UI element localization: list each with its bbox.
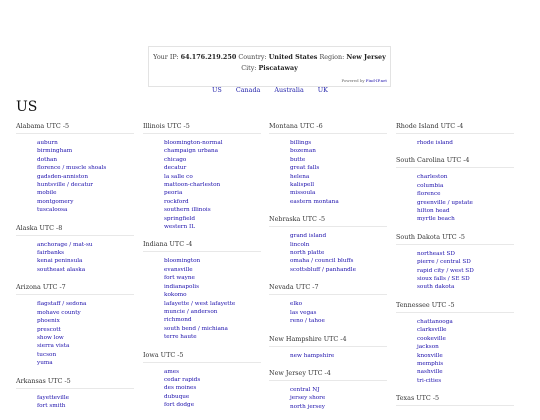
state-heading: Montana UTC -6 (269, 122, 387, 134)
city-link[interactable]: fairbanks (37, 250, 65, 257)
state-block-south-carolina (396, 156, 520, 223)
region-label: Region: (319, 53, 345, 61)
list-item (37, 241, 140, 249)
city-link[interactable]: chicago (164, 156, 187, 163)
list-item (417, 173, 520, 181)
state-block-texas (396, 394, 520, 406)
city-list (269, 352, 393, 360)
city-label: City: (241, 64, 257, 72)
city-link[interactable]: mobile (37, 190, 57, 197)
city-link[interactable]: ames (164, 368, 180, 375)
city-link[interactable]: sioux falls / SE SD (417, 276, 470, 283)
city-list (143, 368, 267, 410)
list-item (290, 257, 393, 265)
state-column-3 (269, 122, 393, 420)
city-list (396, 318, 520, 385)
city-link[interactable]: nashville (417, 369, 443, 376)
list-item (290, 181, 393, 189)
list-item (290, 394, 393, 402)
state-block-alabama (16, 122, 140, 215)
list-item (164, 266, 267, 274)
list-item (164, 156, 267, 164)
state-heading: South Dakota UTC -5 (396, 233, 514, 245)
city-link[interactable]: northeast SD (417, 250, 455, 257)
list-item (290, 403, 393, 411)
city-link[interactable]: tuscaloosa (37, 207, 68, 214)
list-item (164, 189, 267, 197)
state-column-1 (16, 122, 140, 419)
state-heading: Nebraska UTC -5 (269, 215, 387, 227)
list-item (37, 257, 140, 265)
city-link[interactable]: mohave county (37, 309, 81, 316)
city-link[interactable]: butte (290, 156, 306, 163)
city-link[interactable]: hilton head (417, 208, 450, 215)
city-link[interactable]: missoula (290, 190, 316, 197)
list-item (37, 206, 140, 214)
list-item (164, 308, 267, 316)
list-item (37, 198, 140, 206)
list-item (290, 300, 393, 308)
list-item (37, 173, 140, 181)
state-block-new-hampshire (269, 335, 393, 360)
list-item (417, 139, 520, 147)
list-item (37, 156, 140, 164)
list-item (417, 190, 520, 198)
city-link[interactable]: bloomington (164, 258, 201, 265)
city-link[interactable]: tucson (37, 351, 57, 358)
city-link[interactable]: flagstaff / sedona (37, 301, 87, 308)
list-item (417, 318, 520, 326)
list-item (417, 326, 520, 334)
country-link-canada[interactable]: Canada (235, 86, 261, 94)
state-column-2 (143, 122, 267, 419)
country-link-australia[interactable]: Australia (274, 86, 304, 94)
city-link[interactable]: columbia (417, 182, 444, 189)
city-link[interactable]: mattoon-charleston (164, 182, 221, 189)
city-link[interactable]: yuma (37, 360, 53, 367)
city-link[interactable]: pierre / central SD (417, 259, 471, 266)
list-item (417, 258, 520, 266)
city-link[interactable]: indianapolis (164, 283, 200, 290)
list-item (290, 352, 393, 360)
city-list (16, 394, 140, 411)
ip-info-line (149, 53, 390, 61)
city-link[interactable]: north platte (290, 250, 325, 257)
list-item (290, 164, 393, 172)
state-heading: Alaska UTC -8 (16, 224, 134, 236)
list-item (164, 283, 267, 291)
state-heading: Rhode Island UTC -4 (396, 122, 514, 134)
city-link[interactable]: eastern montana (290, 198, 339, 205)
city-link[interactable]: tri-cities (417, 377, 442, 384)
list-item (290, 309, 393, 317)
list-item (164, 291, 267, 299)
powered-by-link[interactable]: Find-IP.net (365, 78, 387, 83)
list-item (37, 394, 140, 402)
city-link[interactable]: great falls (290, 165, 320, 172)
list-item (164, 274, 267, 282)
list-item (164, 139, 267, 147)
city-link[interactable]: rockford (164, 198, 189, 205)
city-link[interactable]: fort smith (37, 402, 66, 409)
list-item (164, 181, 267, 189)
state-heading: Arkansas UTC -5 (16, 377, 134, 389)
list-item (37, 139, 140, 147)
list-item (164, 215, 267, 223)
state-heading: South Carolina UTC -4 (396, 156, 514, 168)
state-block-iowa (143, 351, 267, 410)
list-item (417, 207, 520, 215)
powered-by (342, 78, 388, 83)
city-link[interactable]: terre haute (164, 334, 197, 341)
state-heading: New Jersey UTC -4 (269, 369, 387, 381)
city-link[interactable]: kalispell (290, 182, 315, 189)
list-item (417, 377, 520, 385)
country-value: United States (268, 53, 318, 61)
list-item (417, 335, 520, 343)
state-heading: Iowa UTC -5 (143, 351, 261, 363)
state-block-rhode-island (396, 122, 520, 147)
city-link[interactable]: sierra vista (37, 343, 70, 350)
city-list (269, 232, 393, 274)
city-list (396, 250, 520, 292)
city-link[interactable]: rhode island (417, 140, 453, 146)
city-link[interactable]: peoria (164, 190, 183, 197)
state-block-nebraska (269, 215, 393, 274)
list-item (290, 317, 393, 325)
state-block-indiana (143, 240, 267, 341)
city-link[interactable]: lafayette / west lafayette (164, 300, 236, 307)
state-block-arizona (16, 283, 140, 367)
list-item (164, 325, 267, 333)
city-list (269, 139, 393, 206)
city-link[interactable]: bozeman (290, 148, 316, 155)
city-link[interactable]: florence (417, 191, 441, 198)
city-list (143, 257, 267, 341)
city-link[interactable]: florence / muscle shoals (37, 165, 107, 172)
city-link[interactable]: evansville (164, 266, 193, 273)
city-link[interactable]: helena (290, 173, 310, 180)
list-item (37, 359, 140, 367)
state-block-arkansas (16, 377, 140, 411)
city-link[interactable]: show low (37, 334, 64, 341)
city-link[interactable]: new hampshire (290, 352, 335, 359)
city-link[interactable]: bloomington-normal (164, 140, 223, 146)
city-link[interactable]: birmingham (37, 148, 73, 155)
city-link[interactable]: scottsbluff / panhandle (290, 266, 356, 273)
city-link[interactable]: central NJ (290, 386, 320, 393)
list-item (164, 257, 267, 265)
city-link[interactable]: charleston (417, 174, 448, 181)
list-item (164, 147, 267, 155)
list-item (290, 189, 393, 197)
city-link[interactable]: anchorage / mat-su (37, 241, 93, 248)
city-link[interactable]: fayetteville (37, 394, 70, 401)
list-item (37, 189, 140, 197)
list-item (164, 401, 267, 409)
country-link-us[interactable]: US (212, 86, 222, 94)
state-block-illinois (143, 122, 267, 231)
city-link[interactable]: auburn (37, 140, 58, 146)
city-link[interactable]: huntsville / decatur (37, 182, 94, 189)
list-item (290, 249, 393, 257)
list-item (290, 173, 393, 181)
state-heading: Nevada UTC -7 (269, 283, 387, 295)
city-link[interactable]: kokomo (164, 292, 187, 299)
city-link[interactable]: clarksville (417, 327, 447, 334)
list-item (417, 360, 520, 368)
region-value: New Jersey (346, 53, 386, 61)
list-item (290, 266, 393, 274)
city-link[interactable]: phoenix (37, 318, 60, 325)
city-link[interactable]: prescott (37, 326, 61, 333)
list-item (290, 156, 393, 164)
list-item (164, 198, 267, 206)
powered-prefix: Powered by (341, 78, 365, 83)
state-block-tennessee (396, 301, 520, 385)
country-label: Country: (238, 53, 267, 61)
city-link[interactable]: fort wayne (164, 275, 195, 282)
list-item (164, 316, 267, 324)
list-item (37, 309, 140, 317)
list-item (290, 139, 393, 147)
city-link[interactable]: rapid city / west SD (417, 267, 474, 274)
city-list (396, 139, 520, 147)
city-link[interactable]: cedar rapids (164, 376, 201, 383)
city-link[interactable]: gadsden-anniston (37, 173, 89, 180)
city-link[interactable]: myrtle beach (417, 216, 455, 223)
list-item (417, 275, 520, 283)
city-link[interactable]: southern illinois (164, 207, 211, 214)
city-link[interactable]: richmond (164, 317, 192, 324)
list-item (290, 241, 393, 249)
city-link[interactable]: billings (290, 140, 312, 146)
list-item (37, 326, 140, 334)
city-link[interactable]: greenville / upstate (417, 199, 473, 206)
country-link-uk[interactable]: UK (317, 86, 328, 94)
city-list (396, 173, 520, 223)
city-line (149, 64, 390, 72)
list-item (164, 384, 267, 392)
list-item (164, 376, 267, 384)
city-link[interactable]: dothan (37, 156, 58, 163)
city-link[interactable]: cookeville (417, 335, 446, 342)
city-link[interactable]: north jersey (290, 403, 325, 410)
city-link[interactable]: southeast alaska (37, 266, 86, 273)
list-item (290, 147, 393, 155)
city-list (16, 241, 140, 275)
city-list (16, 139, 140, 215)
ip-info-box (148, 46, 391, 87)
city-link[interactable]: kenai peninsula (37, 258, 83, 265)
list-item (164, 393, 267, 401)
country-nav (0, 86, 540, 94)
ip-label: Your IP: (153, 53, 179, 61)
city-link[interactable]: la salle co (164, 173, 193, 180)
list-item (164, 206, 267, 214)
city-list (16, 300, 140, 367)
state-block-nevada (269, 283, 393, 325)
ip-value: 64.176.219.250 (180, 53, 237, 61)
city-link[interactable]: muncie / anderson (164, 308, 218, 315)
city-value: Piscataway (258, 64, 298, 72)
city-link[interactable]: des moines (164, 385, 197, 392)
city-link[interactable]: south bend / michiana (164, 325, 228, 332)
list-item (37, 402, 140, 410)
list-item (37, 181, 140, 189)
state-heading: Texas UTC -5 (396, 394, 514, 406)
list-item (37, 300, 140, 308)
city-link[interactable]: jersey shore (290, 395, 326, 402)
list-item (37, 351, 140, 359)
list-item (37, 342, 140, 350)
list-item (417, 250, 520, 258)
list-item (417, 267, 520, 275)
city-link[interactable]: grand island (290, 233, 327, 240)
city-link[interactable]: springfield (164, 215, 196, 222)
city-link[interactable]: knoxville (417, 352, 443, 359)
state-heading: New Hampshire UTC -4 (269, 335, 387, 347)
city-link[interactable]: western IL (164, 224, 196, 231)
list-item (164, 223, 267, 231)
city-link[interactable]: south dakota (417, 284, 455, 291)
list-item (37, 147, 140, 155)
list-item (164, 164, 267, 172)
state-column-4 (396, 122, 520, 415)
list-item (417, 199, 520, 207)
city-link[interactable]: decatur (164, 165, 187, 172)
city-link[interactable]: memphis (417, 360, 444, 367)
list-item (290, 198, 393, 206)
list-item (37, 164, 140, 172)
city-link[interactable]: omaha / council bluffs (290, 258, 354, 265)
list-item (417, 352, 520, 360)
city-link[interactable]: lincoln (290, 241, 310, 248)
list-item (290, 232, 393, 240)
list-item (37, 317, 140, 325)
city-link[interactable]: reno / tahoe (290, 318, 325, 325)
list-item (37, 266, 140, 274)
list-item (37, 334, 140, 342)
state-heading: Illinois UTC -5 (143, 122, 261, 134)
state-heading: Tennessee UTC -5 (396, 301, 514, 313)
city-link[interactable]: las vegas (290, 309, 317, 316)
list-item (164, 300, 267, 308)
list-item (290, 386, 393, 394)
list-item (417, 343, 520, 351)
list-item (164, 368, 267, 376)
state-heading: Arizona UTC -7 (16, 283, 134, 295)
state-block-south-dakota (396, 233, 520, 292)
state-heading: Indiana UTC -4 (143, 240, 261, 252)
city-link[interactable]: chattanooga (417, 318, 453, 325)
list-item (164, 333, 267, 341)
list-item (164, 173, 267, 181)
list-item (417, 368, 520, 376)
city-link[interactable]: jackson (417, 344, 439, 351)
city-link[interactable]: elko (290, 301, 303, 308)
list-item (417, 283, 520, 291)
state-heading: Alabama UTC -5 (16, 122, 134, 134)
city-list (269, 300, 393, 325)
city-link[interactable]: montgomery (37, 198, 74, 205)
city-list (269, 386, 393, 411)
city-link[interactable]: dubuque (164, 393, 190, 400)
list-item (417, 182, 520, 190)
city-link[interactable]: fort dodge (164, 402, 195, 409)
state-block-alaska (16, 224, 140, 275)
city-link[interactable]: champaign urbana (164, 148, 219, 155)
list-item (37, 249, 140, 257)
state-block-montana (269, 122, 393, 206)
page-title: US (16, 99, 38, 115)
list-item (417, 215, 520, 223)
city-list (143, 139, 267, 231)
